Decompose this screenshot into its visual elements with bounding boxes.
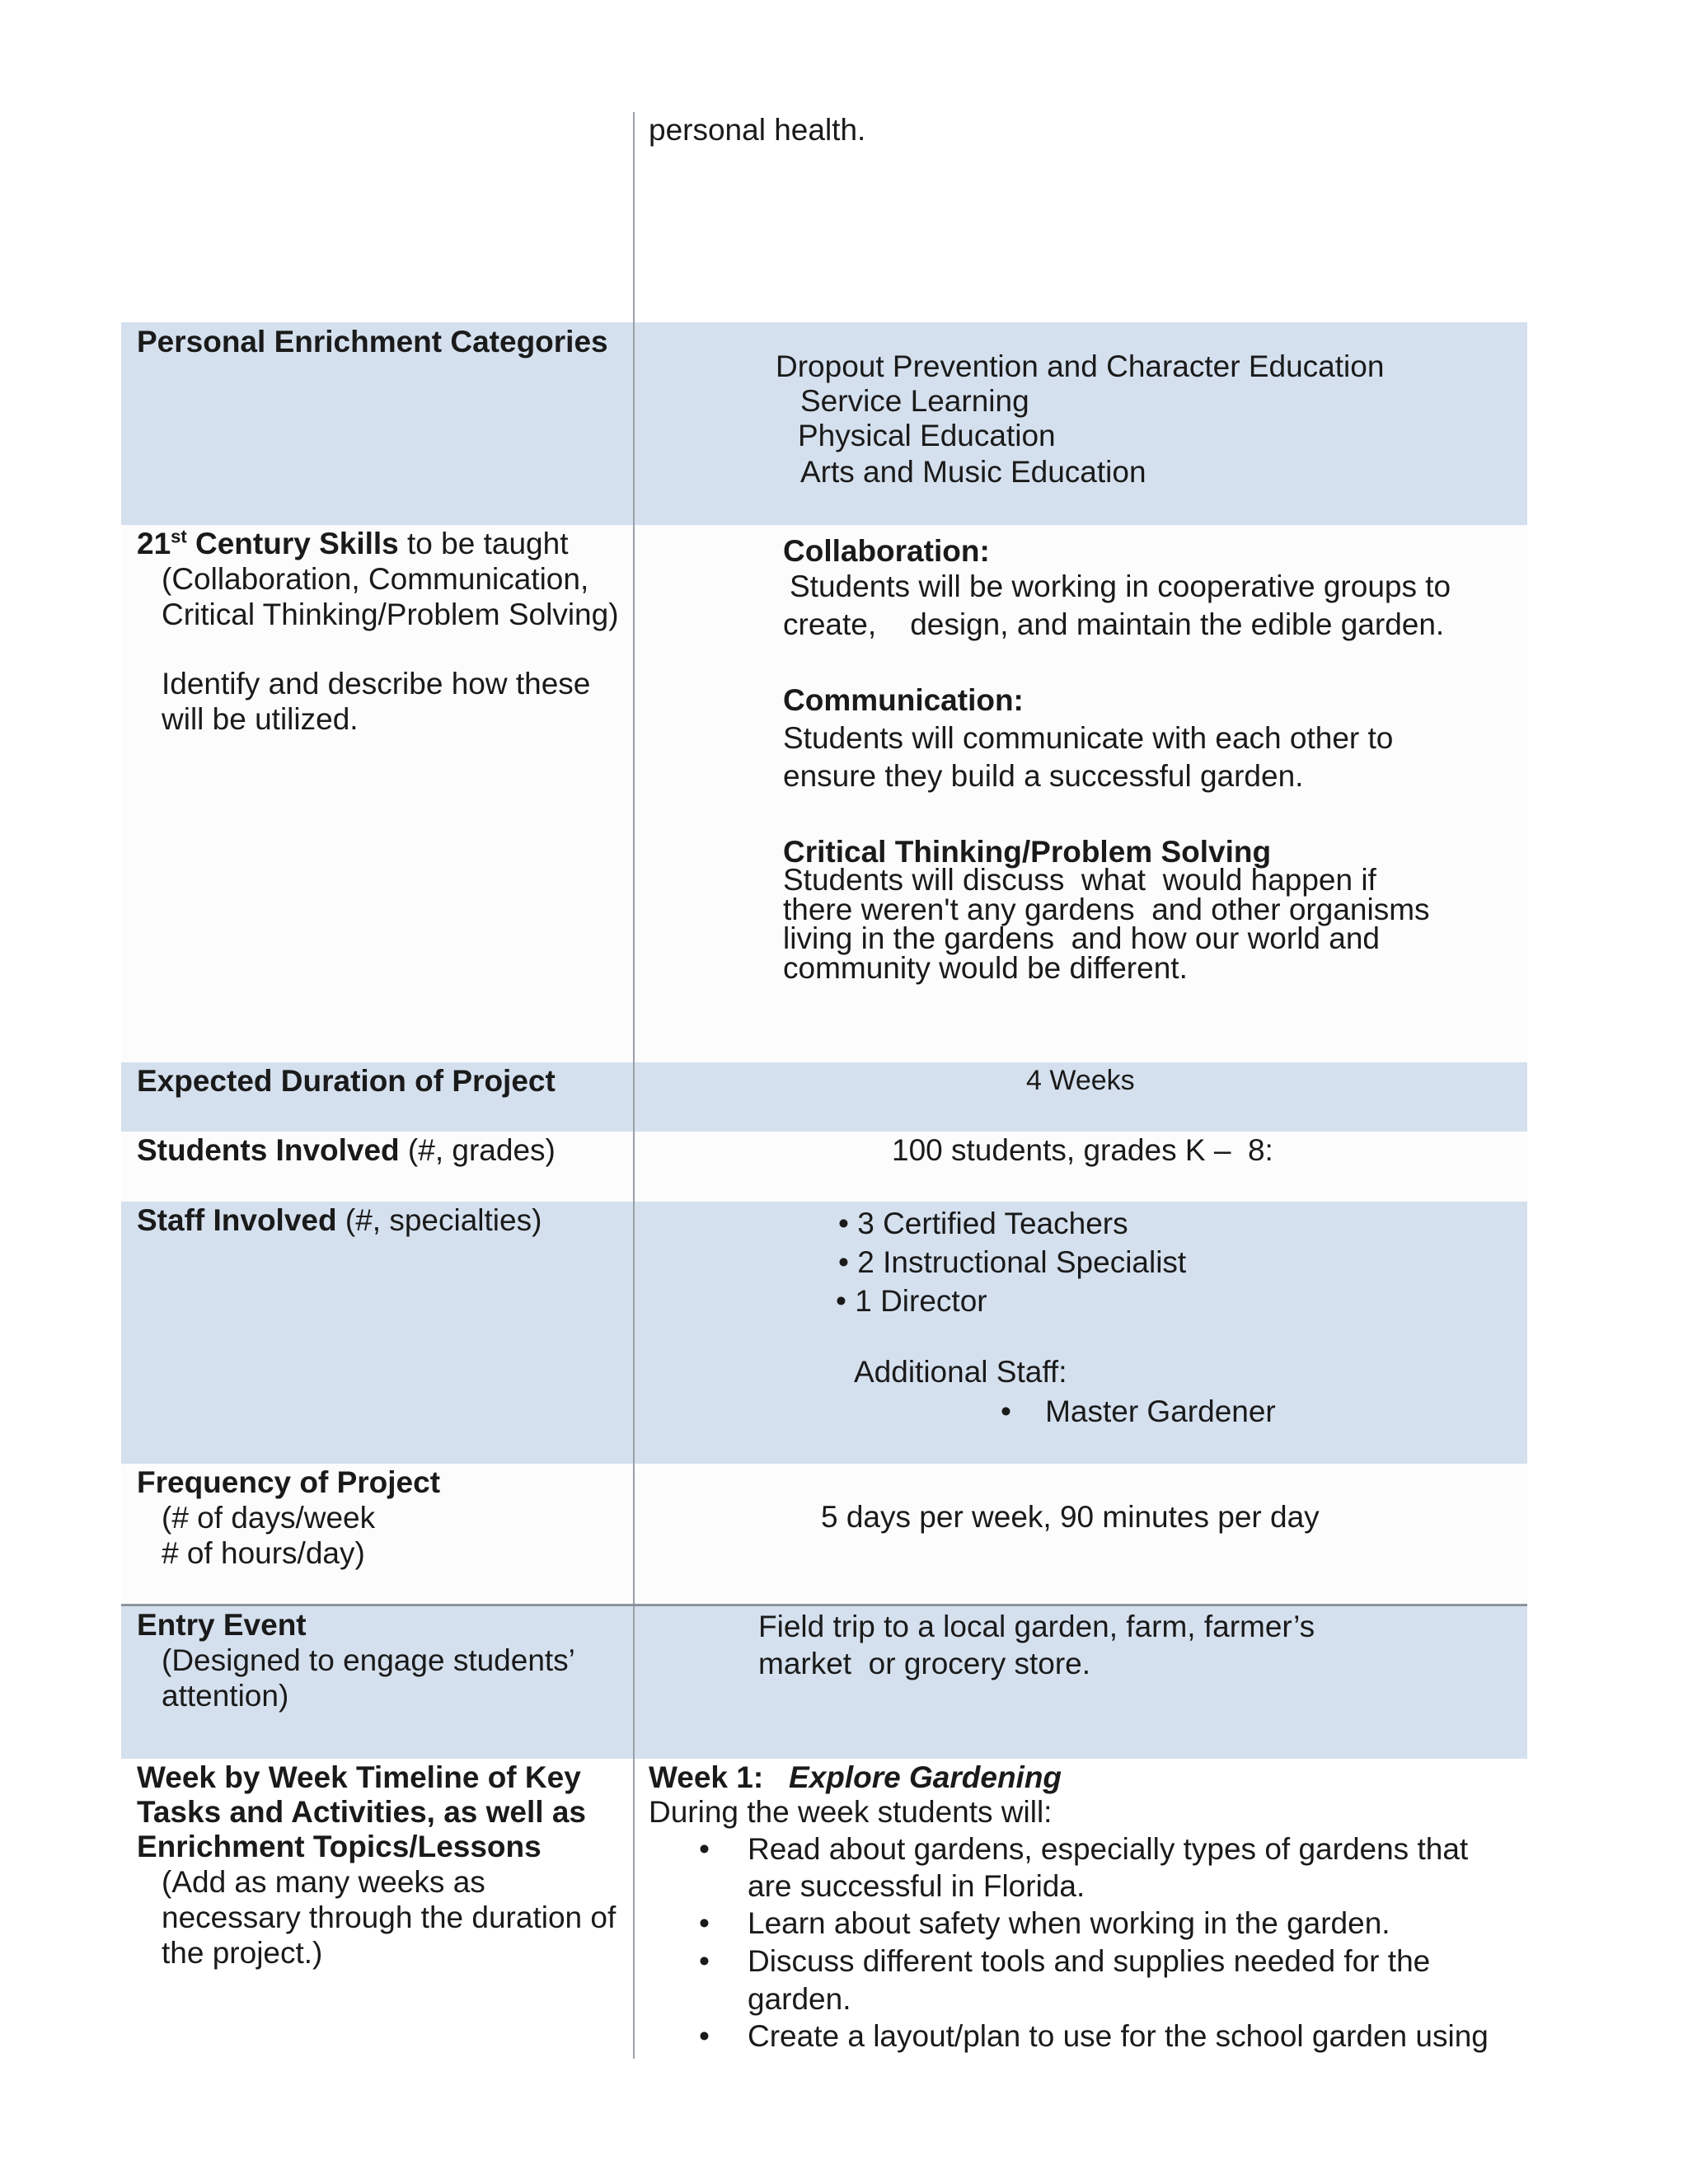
duration-value: 4 Weeks <box>1026 1065 1135 1096</box>
entry-label: Entry Event <box>137 1608 307 1642</box>
duration-label: Expected Duration of Project <box>137 1064 556 1098</box>
students-value: 100 students, grades K – 8: <box>892 1133 1273 1167</box>
entry-value: market or grocery store. <box>758 1647 1091 1680</box>
communication-text: Students will communicate with each other to <box>783 721 1394 755</box>
staff-row-bg <box>121 1202 1527 1464</box>
bullet-dot: • <box>699 1832 710 1866</box>
entry-value: Field trip to a local garden, farm, farmer’s <box>758 1610 1315 1643</box>
critical-thinking-text: living in the gardens and how our world and <box>783 921 1381 955</box>
timeline-label: Enrichment Topics/Lessons <box>137 1830 542 1863</box>
collaboration-text: create, design, and maintain the edible garden. <box>783 607 1445 641</box>
staff-item: • 3 Certified Teachers <box>838 1207 1128 1240</box>
week-intro: During the week students will: <box>649 1795 1053 1829</box>
bullet-dot: • <box>699 2019 710 2053</box>
timeline-sublabel: necessary through the duration of <box>162 1900 617 1934</box>
collaboration-text: Students will be working in cooperative groups to <box>790 569 1451 603</box>
skills-describe: Identify and describe how these <box>162 667 591 701</box>
timeline-label: Week by Week Timeline of Key <box>137 1760 581 1794</box>
timeline-sublabel: (Add as many weeks as <box>162 1865 485 1899</box>
skills-sublabel: (Collaboration, Communication, <box>162 562 589 596</box>
timeline-sublabel: the project.) <box>162 1936 323 1970</box>
frequency-sublabel: # of hours/day) <box>162 1536 365 1570</box>
frequency-label: Frequency of Project <box>137 1465 441 1499</box>
staff-item: • 2 Instructional Specialist <box>838 1245 1187 1279</box>
week-task: are successful in Florida. <box>748 1869 1085 1903</box>
critical-thinking-text: Students will discuss what would happen if <box>783 863 1376 897</box>
skills-label: 21st Century Skills to be taught <box>137 526 569 560</box>
bullet-dot: • <box>699 1906 710 1940</box>
additional-staff-label: Additional Staff: <box>854 1355 1067 1389</box>
critical-thinking-heading: Critical Thinking/Problem Solving <box>783 835 1272 869</box>
enrichment-item: Arts and Music Education <box>800 455 1146 489</box>
collaboration-heading: Collaboration: <box>783 534 990 568</box>
skills-describe: will be utilized. <box>162 702 359 736</box>
week-heading: Week 1: Explore Gardening <box>649 1760 1062 1794</box>
timeline-label: Tasks and Activities, as well as <box>137 1795 586 1829</box>
column-divider <box>633 112 635 2059</box>
enrichment-item: Physical Education <box>798 419 1056 452</box>
students-label: Students Involved (#, grades) <box>137 1133 556 1167</box>
critical-thinking-text: community would be different. <box>783 951 1188 985</box>
critical-thinking-text: there weren't any gardens and other organisms <box>783 893 1430 926</box>
communication-heading: Communication: <box>783 683 1024 717</box>
additional-staff-item: • Master Gardener <box>1001 1394 1276 1428</box>
week-task: Read about gardens, especially types of gardens that <box>748 1832 1469 1866</box>
continuation-text: personal health. <box>649 113 866 147</box>
bullet-dot: • <box>699 1944 710 1978</box>
entry-sublabel: attention) <box>162 1679 289 1713</box>
staff-item: • 1 Director <box>836 1284 987 1318</box>
frequency-sublabel: (# of days/week <box>162 1501 376 1535</box>
enrichment-label: Personal Enrichment Categories <box>137 325 608 359</box>
entry-sublabel: (Designed to engage students’ <box>162 1643 575 1677</box>
enrichment-item: Service Learning <box>800 384 1029 418</box>
frequency-value: 5 days per week, 90 minutes per day <box>821 1500 1320 1534</box>
week-task: Create a layout/plan to use for the school garden using <box>748 2019 1489 2053</box>
skills-sublabel: Critical Thinking/Problem Solving) <box>162 598 619 631</box>
staff-label: Staff Involved (#, specialties) <box>137 1203 542 1237</box>
week-task: garden. <box>748 1982 851 2016</box>
week-task: Discuss different tools and supplies needed for the <box>748 1944 1431 1978</box>
enrichment-item: Dropout Prevention and Character Education <box>776 349 1385 383</box>
communication-text: ensure they build a successful garden. <box>783 759 1304 793</box>
row-divider <box>121 1604 1527 1606</box>
week-task: Learn about safety when working in the garden. <box>748 1906 1390 1940</box>
